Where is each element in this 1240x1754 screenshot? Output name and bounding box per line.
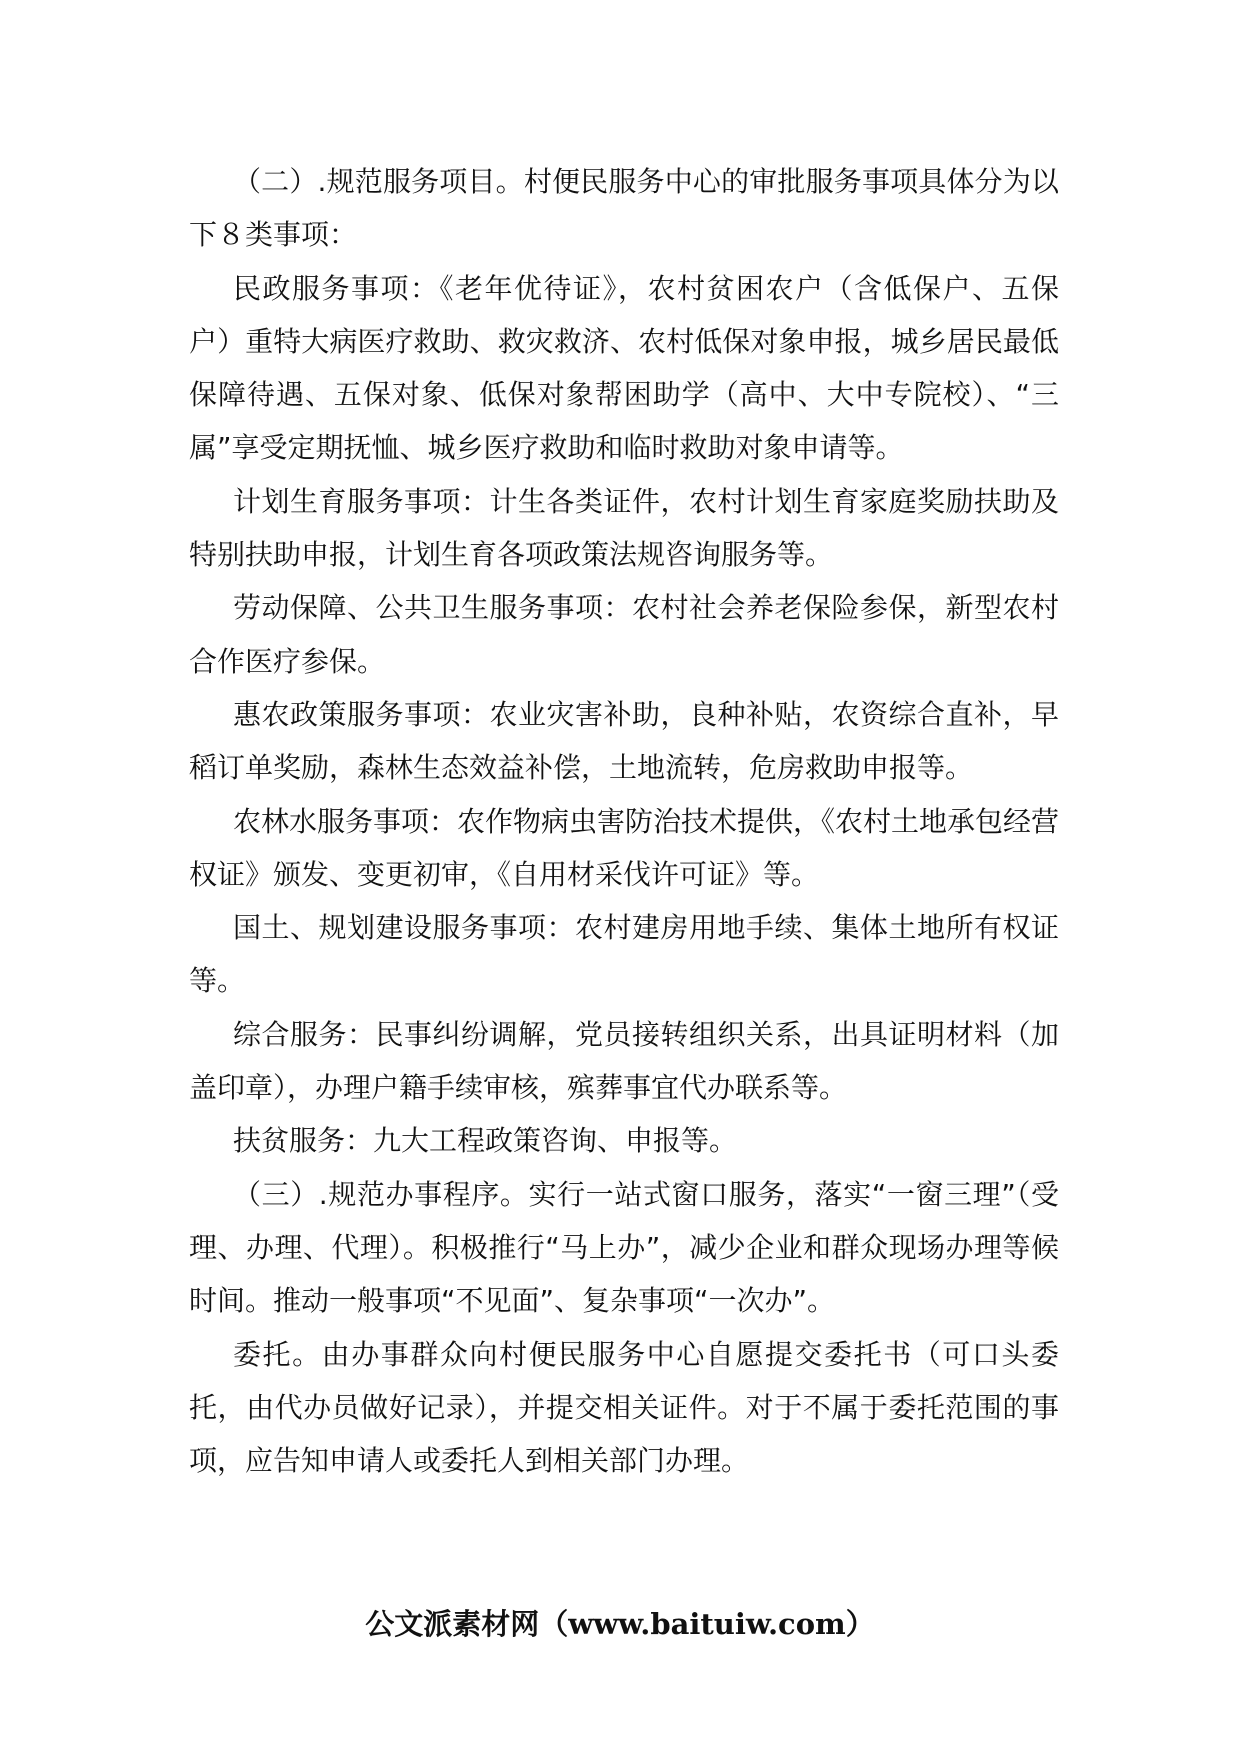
paragraph-comprehensive-service: 综合服务：民事纠纷调解，党员接转组织关系，出具证明材料（加盖印章），办理户籍手续审核，殡葬事宜代办联系等。 xyxy=(189,1017,1059,1105)
paragraph-family-planning: 计划生育服务事项：计生各类证件，农村计划生育家庭奖励扶助及特别扶助申报，计划生育各项政策法规咨询服务等。 xyxy=(189,484,1059,572)
paragraph-poverty-alleviation: 扶贫服务：九大工程政策咨询、申报等。 xyxy=(233,1124,738,1158)
document-body xyxy=(189,155,1059,1487)
paragraph-service-items: （二）.规范服务项目。村便民服务中心的审批服务事项具体分为以下８类事项： xyxy=(189,165,1059,252)
paragraph-civil-affairs: 民政服务事项：《老年优待证》，农村贫困农户（含低保户、五保户）重特大病医疗救助、救灾救济、农村低保对象申报，城乡居民最低保障待遇、五保对象、低保对象帮困助学（高中、大中专院校）、“三属”享受定期抚恤、城乡医疗救助和临时救助对象申请等。 xyxy=(189,271,1059,465)
paragraph-entrustment: 委托。由办事群众向村便民服务中心自愿提交委托书（可口头委托，由代办员做好记录），并提交相关证件。对于不属于委托范围的事项，应告知申请人或委托人到相关部门办理。 xyxy=(189,1337,1059,1478)
paragraph-procedures: （三）.规范办事程序。实行一站式窗口服务，落实“一窗三理”（受理、办理、代理）。积极推行“马上办”，减少企业和群众现场办理等候时间。推动一般事项“不见面”、复杂事项“一次办”。 xyxy=(189,1177,1059,1318)
paragraph-land-planning: 国土、规划建设服务事项：农村建房用地手续、集体土地所有权证等。 xyxy=(189,911,1059,998)
paragraph-agri-forestry-water: 农林水服务事项：农作物病虫害防治技术提供，《农村土地承包经营权证》颁发、变更初审，《自用材采伐许可证》等。 xyxy=(189,804,1060,891)
paragraph-labor-health: 劳动保障、公共卫生服务事项：农村社会养老保险参保，新型农村合作医疗参保。 xyxy=(189,591,1059,678)
footer-watermark: 公文派素材网（www.baituiw.com） xyxy=(365,1607,875,1641)
paragraph-agri-policy: 惠农政策服务事项：农业灾害补助，良种补贴，农资综合直补，早稻订单奖励，森林生态效益补偿，土地流转，危房救助申报等。 xyxy=(189,697,1059,785)
